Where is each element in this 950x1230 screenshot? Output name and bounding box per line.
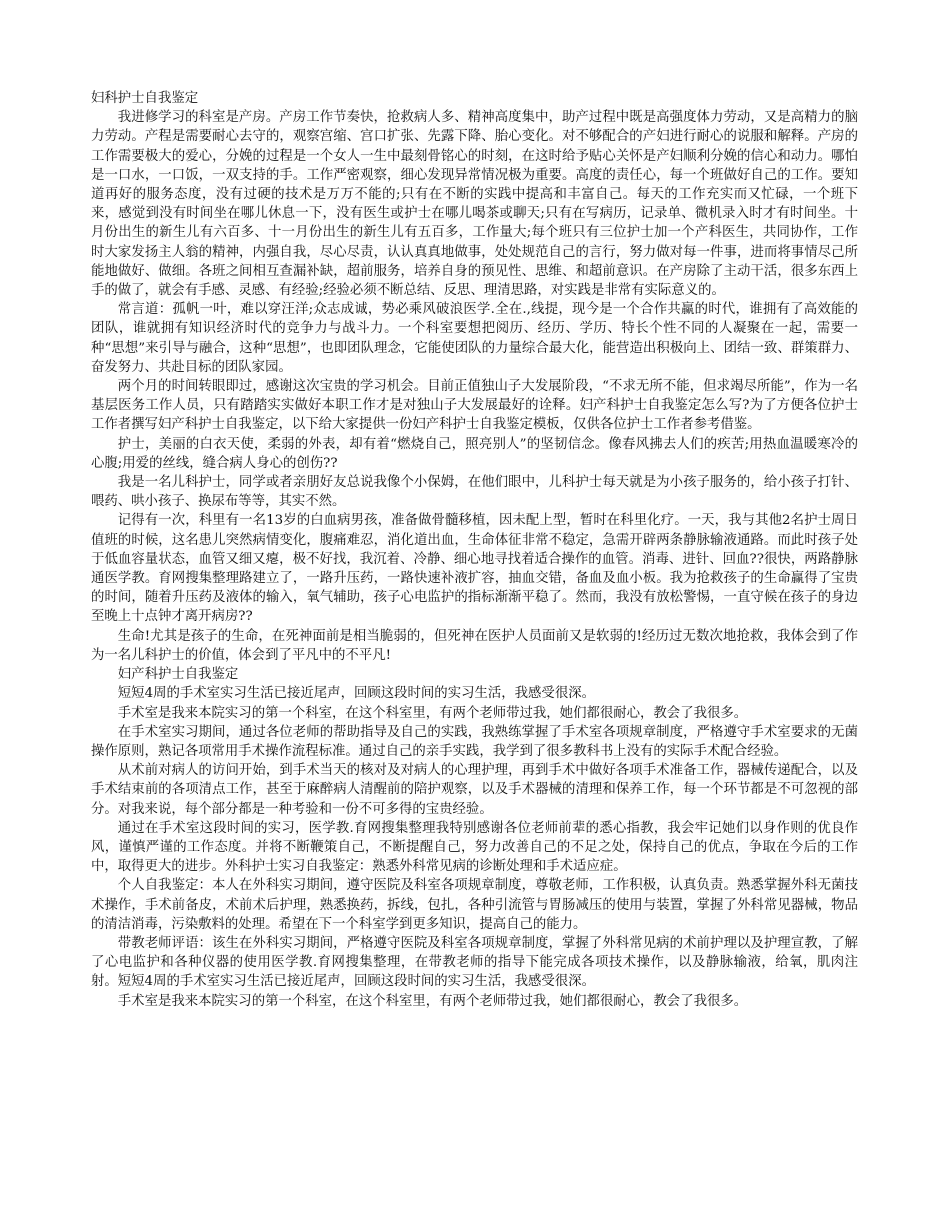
paragraph: 手术室是我来本院实习的第一个科室，在这个科室里，有两个老师带过我，她们都很耐心，教会了我很多。	[117, 705, 748, 721]
paragraph: 记得有一次，科里有一名13岁的白血病男孩，准备做骨髓移植，因未配上型，暂时在科里化疗。一天，我与其他2名护士周日值班的时候，这名患儿突然病情变化，腹痛难忍，消化道出血，生命体征非常不稳定，急需开辟两条静脉输液通路。而此时孩子处于低血容量状态，血管又细又瘪，极不好找，我沉着、冷静、细心地寻找着适合操作的血管。消毒、进针、回血??很快，两路静脉通医学教。育网搜集整理路建立了，一路升压药，一路快速补液扩容，抽血交错，备血及血小板。我为抢救孩子的生命赢得了宝贵的时间，随着升压药及液体的输入，氧气辅助，孩子心电监护的指标渐渐平稳了。然而，我没有放松警惕，一直守候在孩子的身边至晚上十点钟才离开病房??	[91, 513, 858, 625]
paragraph: 个人自我鉴定：本人在外科实习期间，遵守医院及科室各项规章制度，尊敬老师，工作积极，认真负责。熟悉掌握外科无菌技术操作，手术前备皮，术前术后护理，熟悉换药，拆线，包扎，各种引流管与胃肠减压的使用与装置，掌握了外科常见器械，物品的清洁消毒，污染敷料的处理。希望在下一个科室学到更多知识，提高自己的能力。	[91, 878, 858, 932]
paragraph: 护士，美丽的白衣天使，柔弱的外表，却有着“燃烧自己，照亮别人”的坚韧信念。像春风拂去人们的疾苦;用热血温暖寒冷的心腹;用爱的丝线，缝合病人身心的创伤??	[91, 436, 858, 471]
document-title: 妇科护士自我鉴定	[91, 91, 199, 106]
paragraph: 通过在手术室这段时间的实习，医学教.育网搜集整理我特别感谢各位老师前辈的悉心指教，我会牢记她们以身作则的优良作风，谨慎严谨的工作态度。并将不断鞭策自己，不断提醒自己，努力改善自己的不足之处，保持自己的优点，争取在今后的工作中，取得更大的进步。外科护士实习自我鉴定：熟悉外科常见病的诊断处理和手术适应症。	[91, 820, 858, 875]
paragraph: 短短4周的手术室实习生活已接近尾声，回顾这段时间的实习生活，我感受很深。	[117, 686, 595, 702]
paragraph: 手术室是我来本院实习的第一个科室，在这个科室里，有两个老师带过我，她们都很耐心，教会了我很多。	[117, 993, 748, 1009]
paragraph: 在手术室实习期间，通过各位老师的帮助指导及自己的实践，我熟练掌握了手术室各项规章制度，严格遵守手术室要求的无菌操作原则，熟记各项常用手术操作流程标准。通过自己的亲手实践，我学到了很多教科书上没有的实际手术配合经验。	[91, 724, 858, 759]
paragraph: 带教老师评语：该生在外科实习期间，严格遵守医院及科室各项规章制度，掌握了外科常见病的术前护理以及护理宣教，了解了心电监护和各种仪器的使用医学教.育网搜集整理，在带教老师的指导下能完成各项技术操作，以及静脉输液，给氧，肌肉注射。短短4周的手术室实习生活已接近尾声，回顾这段时间的实习生活，我感受很深。	[91, 935, 858, 990]
paragraph: 生命!尤其是孩子的生命，在死神面前是相当脆弱的，但死神在医护人员面前又是软弱的!经历过无数次地抢救，我体会到了作为一名儿科护士的价值，体会到了平凡中的不平凡!	[91, 628, 858, 663]
paragraph: 常言道：孤帆一叶，难以穿汪洋;众志成诚，势必乘风破浪医学.全在.,线提，现今是一个合作共赢的时代，谁拥有了高效能的团队，谁就拥有知识经济时代的竞争力与战斗力。一个科室要想把阅历、经历、学历、特长个性不同的人凝聚在一起，需要一种“思想”来引导与融合，这种“思想”，也即团队理念，它能使团队的力量综合最大化，能营造出积极向上、团结一致、群策群力、奋发努力、共赴目标的团队家园。	[91, 302, 858, 375]
paragraph: 从术前对病人的访问开始，到手术当天的核对及对病人的心理护理，再到手术中做好各项手术准备工作，器械传递配合，以及手术结束前的各项清点工作，甚至于麻醉病人清醒前的陪护观察，以及手术器械的清理和保养工作，每一个环节都是不可忽视的部分。对我来说，每个部分都是一种考验和一份不可多得的宝贵经验。	[91, 763, 858, 817]
paragraph: 两个月的时间转眼即过，感谢这次宝贵的学习机会。目前正值独山子大发展阶段，“不求无所不能，但求竭尽所能”，作为一名基层医务工作人员，只有踏踏实实做好本职工作才是对独山子大发展最好的诠释。妇产科护士自我鉴定怎么写?为了方便各位护士工作者撰写妇产科护士自我鉴定，以下给大家提供一份妇产科护士自我鉴定模板，仅供各位护士工作者参考借鉴。	[91, 379, 858, 433]
paragraph: 我进修学习的科室是产房。产房工作节奏快，抢救病人多、精神高度集中，助产过程中既是高强度体力劳动，又是高精力的脑力劳动。产程是需要耐心去守的，观察宫缩、宫口扩张、先露下降、胎心变化。对不够配合的产妇进行耐心的说服和解释。产房的工作需要极大的爱心，分娩的过程是一个女人一生中最刻骨铭心的时刻，在这时给予贴心关怀是产妇顺利分娩的信心和动力。哪怕是一口水，一口饭，一双支持的手。工作严密观察，细心发现异常情况极为重要。高度的责任心，每一个班做好自己的工作。要知道再好的服务态度，没有过硬的技术是万万不能的;只有在不断的实践中提高和丰富自己。每天的工作充实而又忙碌，一个班下来，感觉到没有时间坐在哪儿休息一下，没有医生或护士在哪儿喝茶或聊天;只有在写病历，记录单、微机录入时才有时间坐。十月份出生的新生儿有六百多、十一月份出生的新生儿有五百多，工作量大;每个班只有三位护士加一个产科医生，共同协作，工作时大家发扬主人翁的精神，内强自我，尽心尽责，认认真真地做事，处处规范自己的言行，努力做对每一件事，进而将事情尽己所能地做好、做细。各班之间相互查漏补缺，超前服务，培养自身的预见性、思维、和超前意识。在产房除了主动干活，很多东西上手的做了，就会有手感、灵感、有经验;经验必须不断总结、反思、理清思路，对实践是非常有实际意义的。	[91, 110, 858, 299]
section-subtitle: 妇产科护士自我鉴定	[117, 667, 239, 683]
paragraph: 我是一名儿科护士，同学或者亲朋好友总说我像个小保姆，在他们眼中，儿科护士每天就是为小孩子服务的，给小孩子打针、喂药、哄小孩子、换尿布等等，其实不然。	[91, 475, 858, 510]
